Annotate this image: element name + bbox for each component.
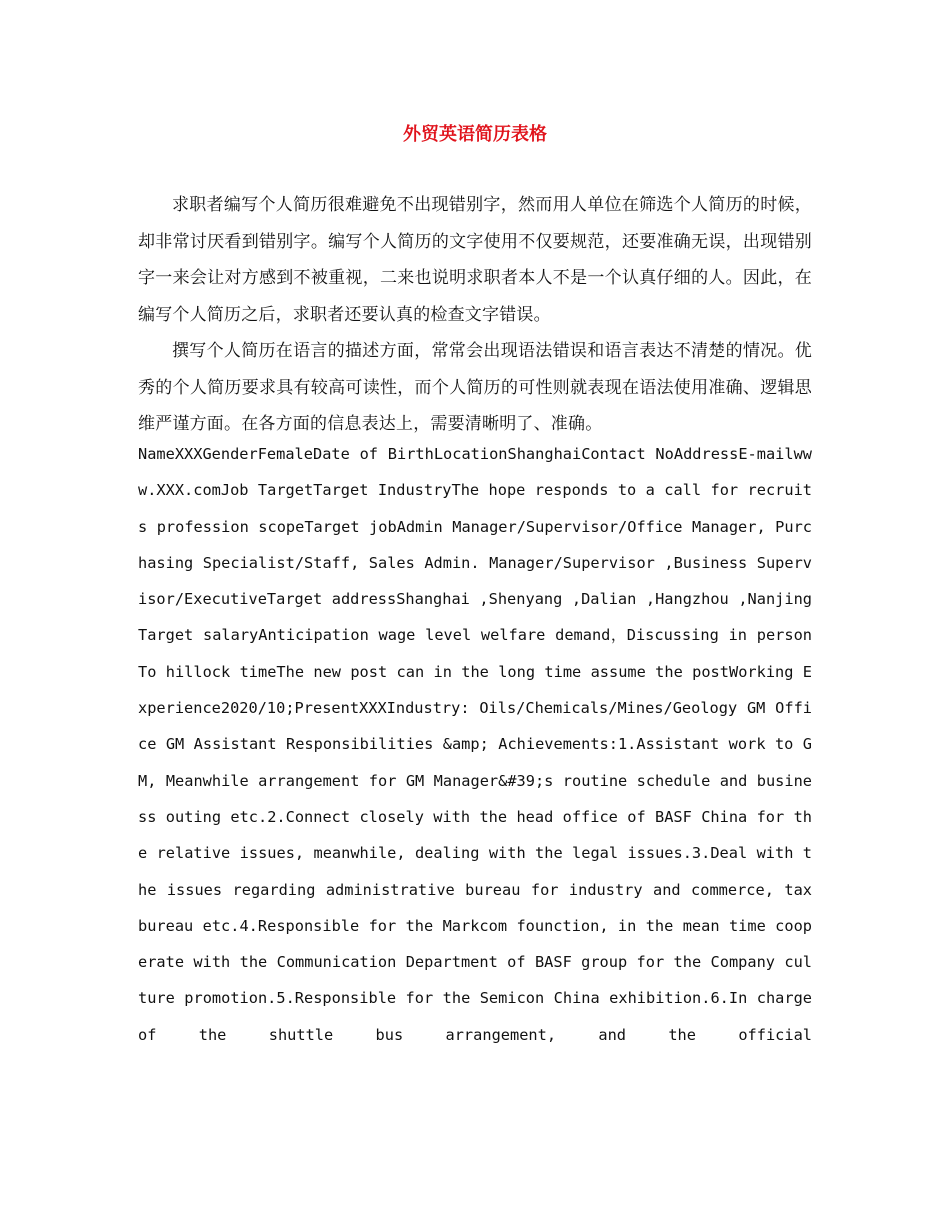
resume-body-text: NameXXXGenderFemaleDate of BirthLocationShanghaiContact NoAddressE-mailwww.XXX.comJob TargetTarget IndustryThe hope responds to a call for recruits profession scopeTarget jobAdmin Manager/Supervisor/Office Manager, Purchasing Specialist/Staff, Sales Admin. Manager/Supervisor ,Business Supervisor/ExecutiveTarget addressShanghai ,Shenyang ,Dalian ,Hangzhou ,NanjingTarget salaryAnticipation wage level welfare demand，Discussing in personTo hillock timeThe new post can in the long time assume the postWorking Experience2020/10;PresentXXXIndustry: Oils/Chemicals/Mines/Geology GM Office GM Assistant Responsibilities &amp; Achievements:1.Assistant work to GM, Meanwhile arrangement for GM Manager&#39;s routine schedule and business outing etc.2.Connect closely with the head office of BASF China for the relative issues, meanwhile, dealing with the legal issues.3.Deal with the issues regarding administrative bureau for industry and commerce, tax bureau etc.4.Responsible for the Markcom founction, in the mean time cooperate with the Communication Department of BASF group for the Company culture promotion.5.Responsible for the Semicon China exhibition.6.In charge of the shuttle bus arrangement, and the official <box>138 445 812 1044</box>
document-title: 外贸英语简历表格 <box>403 124 547 145</box>
language-paragraph: 撰写个人简历在语言的描述方面，常常会出现语法错误和语言表达不清楚的情况。优秀的个人简历要求具有较高可读性，而个人简历的可性则就表现在语法使用准确、逻辑思维严谨方面。在各方面的信息表达上，需要清晰明了、准确。 <box>138 341 812 434</box>
intro-paragraph: 求职者编写个人简历很难避免不出现错别字，然而用人单位在筛选个人简历的时候，却非常讨厌看到错别字。编写个人简历的文字使用不仅要规范，还要准确无误，出现错别字一来会让对方感到不被重视，二来也说明求职者本人不是一个认真仔细的人。因此，在编写个人简历之后，求职者还要认真的检查文字错误。 <box>138 195 812 325</box>
